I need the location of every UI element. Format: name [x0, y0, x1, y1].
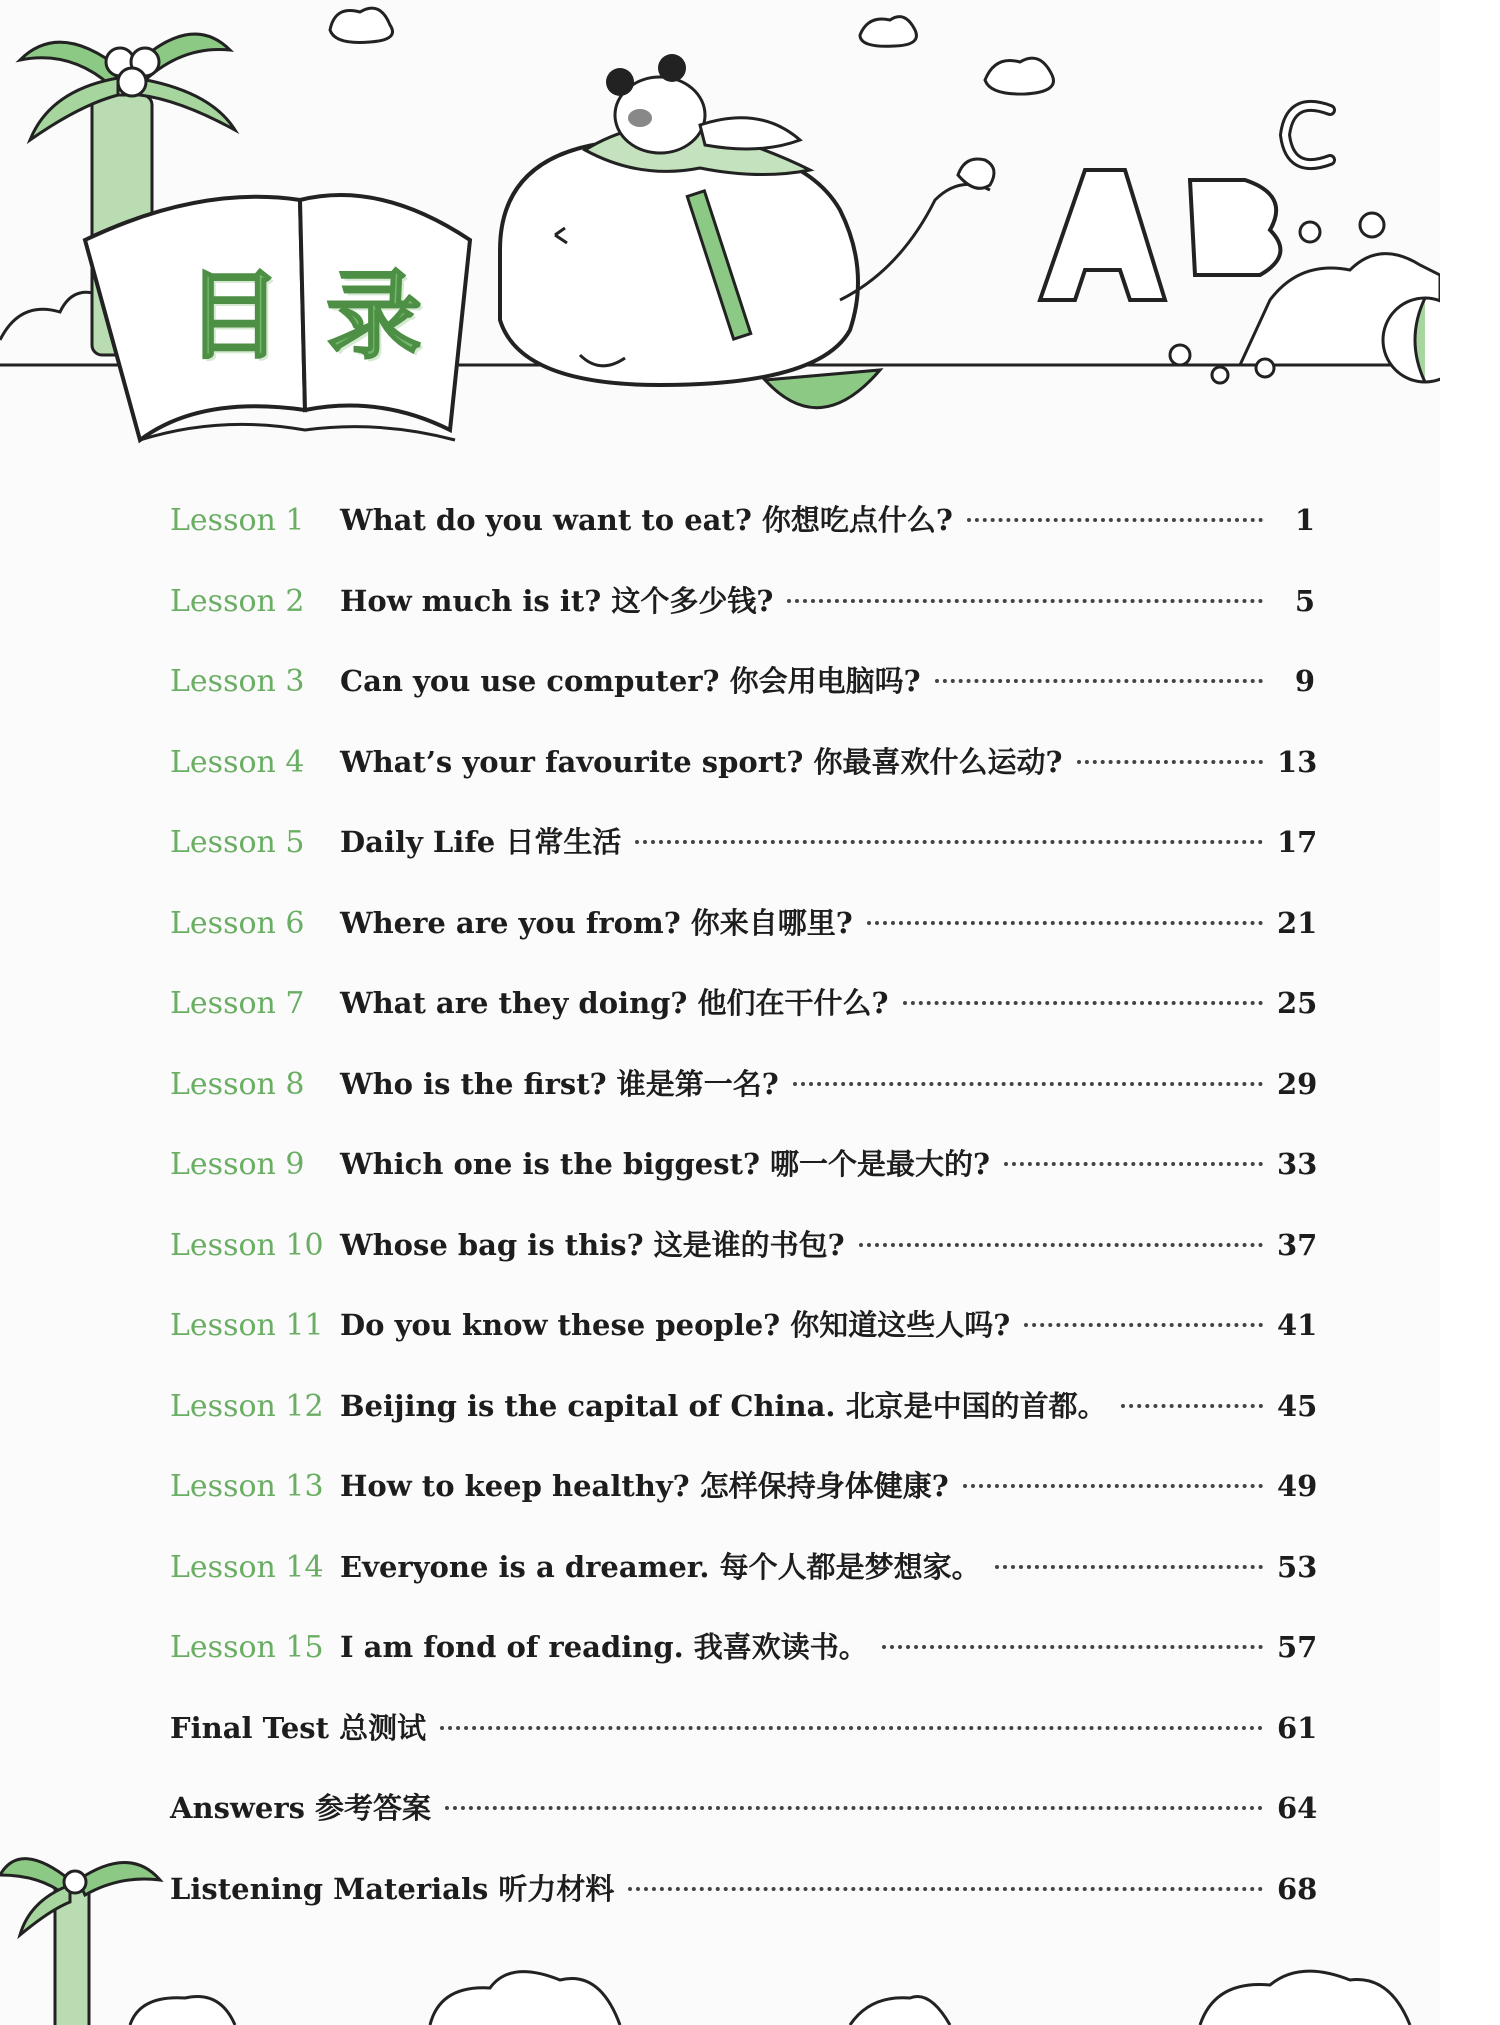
dot-leader	[882, 1645, 1263, 1649]
toc-row-lesson-1[interactable]	[170, 498, 1315, 579]
dot-leader	[1121, 1404, 1263, 1408]
dot-leader	[1077, 760, 1264, 764]
page-number: 68	[1277, 1871, 1318, 1906]
lesson-label: Lesson 1	[170, 503, 305, 538]
lesson-title: I am fond of reading. 我喜欢读书。	[340, 1630, 868, 1664]
header-illustration	[0, 0, 1440, 460]
lesson-title: What do you want to eat? 你想吃点什么?	[340, 503, 953, 537]
footer-illustration	[0, 1820, 1440, 2025]
lesson-title: Daily Life 日常生活	[340, 825, 622, 859]
section-title: Answers 参考答案	[170, 1791, 432, 1825]
lesson-title: Everyone is a dreamer. 每个人都是梦想家。	[340, 1549, 981, 1584]
dot-leader	[440, 1726, 1263, 1730]
page-number: 57	[1277, 1630, 1318, 1664]
lesson-title: Do you know these people? 你知道这些人吗?	[340, 1308, 1011, 1342]
lesson-title: Whose bag is this? 这是谁的书包?	[340, 1227, 845, 1262]
page-number: 25	[1277, 986, 1318, 1020]
dot-leader	[793, 1082, 1263, 1086]
lesson-label: Lesson 9	[170, 1147, 305, 1182]
page-number: 5	[1294, 583, 1315, 618]
dot-leader	[967, 518, 1263, 522]
dot-leader	[963, 1484, 1263, 1488]
toc-row-lesson-3[interactable]	[170, 659, 1315, 740]
dot-leader	[445, 1806, 1263, 1810]
lesson-title: Who is the first? 谁是第一名?	[340, 1066, 779, 1101]
toc-row-lesson-5[interactable]	[170, 820, 1318, 901]
dot-leader	[787, 599, 1263, 603]
page-number: 9	[1294, 664, 1315, 698]
page-number: 13	[1277, 744, 1318, 779]
lesson-label: Lesson 5	[170, 825, 305, 860]
lesson-label: Lesson 8	[170, 1066, 305, 1102]
page-number: 53	[1277, 1549, 1318, 1584]
palm-tree-icon	[0, 1859, 160, 2025]
lesson-label: Lesson 7	[170, 986, 305, 1021]
section-title: Listening Materials 听力材料	[170, 1871, 615, 1906]
page-number: 41	[1277, 1308, 1318, 1342]
lesson-label: Lesson 13	[170, 1469, 324, 1504]
lesson-label: Lesson 4	[170, 744, 305, 780]
toc-row-lesson-12[interactable]	[170, 1384, 1318, 1465]
toc-row-lesson-14[interactable]	[170, 1545, 1318, 1626]
dot-leader	[1004, 1162, 1263, 1166]
lesson-label: Lesson 11	[170, 1308, 324, 1343]
toc-row-lesson-4[interactable]	[170, 740, 1318, 821]
lesson-label: Lesson 10	[170, 1227, 324, 1263]
page-number: 33	[1277, 1147, 1318, 1181]
page-number: 37	[1277, 1227, 1318, 1262]
page-number: 61	[1277, 1710, 1318, 1745]
lesson-title: Which one is the biggest? 哪一个是最大的?	[340, 1147, 991, 1181]
page-number: 17	[1277, 825, 1318, 859]
page-edge	[1440, 0, 1500, 2025]
lesson-label: Lesson 15	[170, 1630, 324, 1665]
toc-row-lesson-9[interactable]	[170, 1142, 1318, 1223]
lesson-title: How much is it? 这个多少钱?	[340, 583, 774, 618]
table-of-contents	[170, 498, 1318, 1947]
toc-row-lesson-10[interactable]	[170, 1223, 1318, 1304]
abc-letters-icon	[1040, 106, 1330, 300]
page-number: 45	[1277, 1388, 1318, 1423]
toc-row-lesson-2[interactable]	[170, 579, 1315, 660]
lesson-label: Lesson 3	[170, 664, 305, 699]
toc-row-lesson-7[interactable]	[170, 981, 1318, 1062]
lesson-title: What’s your favourite sport? 你最喜欢什么运动?	[340, 744, 1063, 779]
toc-row-lesson-11[interactable]	[170, 1303, 1318, 1384]
toc-row-lesson-6[interactable]	[170, 901, 1318, 982]
page-number: 1	[1294, 503, 1315, 537]
page-number: 64	[1277, 1791, 1318, 1825]
toc-row-lesson-15[interactable]	[170, 1625, 1318, 1706]
page-number: 29	[1277, 1066, 1318, 1101]
toc-row-lesson-8[interactable]	[170, 1062, 1318, 1143]
lesson-label: Lesson 12	[170, 1388, 324, 1424]
toc-row-lesson-13[interactable]	[170, 1464, 1318, 1545]
dot-leader	[635, 840, 1263, 844]
lesson-title: Can you use computer? 你会用电脑吗?	[340, 664, 921, 698]
lesson-label: Lesson 2	[170, 583, 305, 619]
dot-leader	[995, 1565, 1263, 1569]
toc-row-final-test[interactable]	[170, 1706, 1318, 1787]
section-title: Final Test 总测试	[170, 1710, 427, 1745]
lesson-title: Beijing is the capital of China. 北京是中国的首都。	[340, 1388, 1107, 1423]
page-number: 49	[1277, 1469, 1318, 1503]
dot-leader	[1024, 1323, 1263, 1327]
page-title: 目录	[186, 260, 466, 372]
dot-leader	[859, 1243, 1263, 1247]
dot-leader	[935, 679, 1263, 683]
dot-leader	[903, 1001, 1263, 1005]
panda-icon	[606, 54, 800, 153]
lesson-title: Where are you from? 你来自哪里?	[340, 905, 853, 940]
lesson-label: Lesson 14	[170, 1549, 324, 1585]
lesson-title: How to keep healthy? 怎样保持身体健康?	[340, 1469, 949, 1503]
page-number: 21	[1277, 905, 1318, 940]
lesson-title: What are they doing? 他们在干什么?	[340, 986, 889, 1020]
lesson-label: Lesson 6	[170, 905, 305, 941]
dot-leader	[867, 921, 1263, 925]
